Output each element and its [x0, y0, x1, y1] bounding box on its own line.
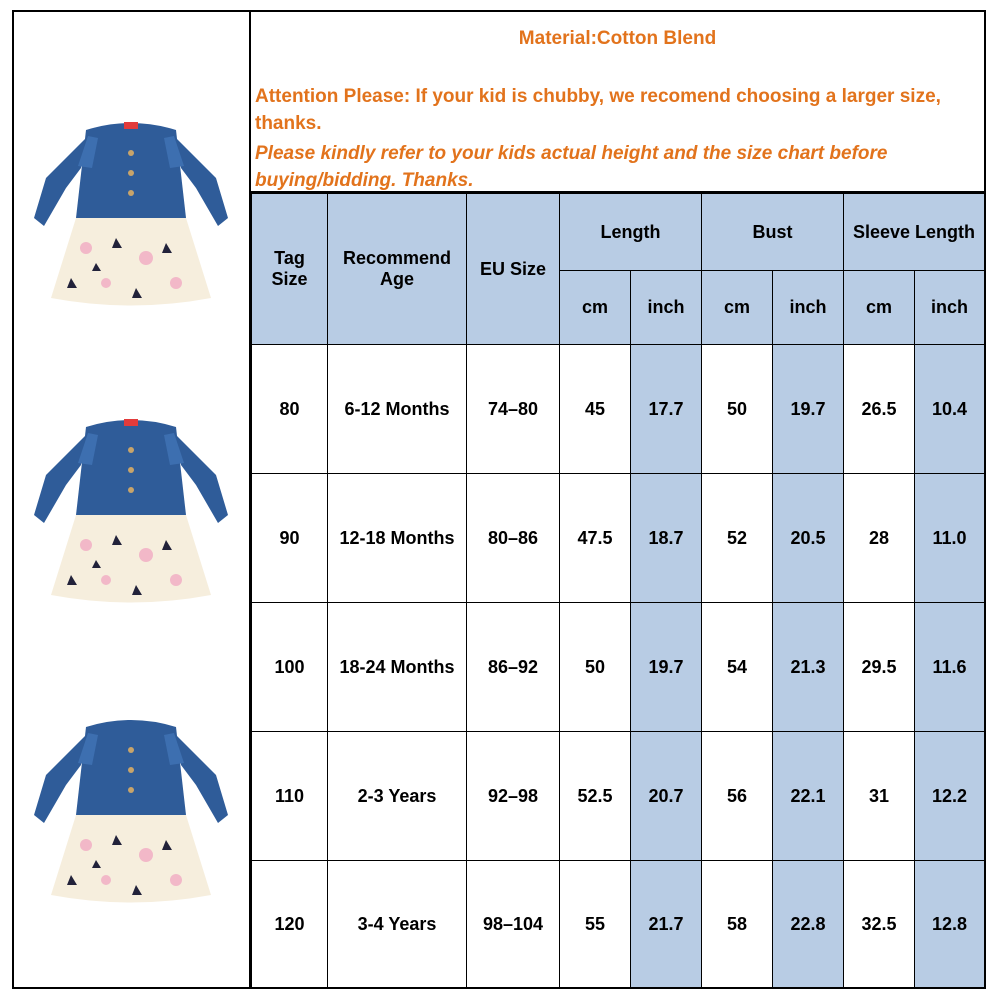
- dress-drawing-2: [34, 419, 228, 603]
- cell-length-cm: 55: [560, 861, 631, 988]
- header-tag-size: Tag Size: [252, 194, 328, 345]
- material-note: Material:Cotton Blend: [518, 28, 717, 49]
- cell-sleeve-inch: 10.4: [915, 345, 985, 474]
- cell-recommend-age: 3-4 Years: [328, 861, 467, 988]
- cell-bust-inch: 21.3: [773, 603, 844, 732]
- cell-bust-inch: 19.7: [773, 345, 844, 474]
- cell-length-inch: 20.7: [631, 732, 702, 861]
- cell-length-cm: 50: [560, 603, 631, 732]
- cell-tag-size: 90: [252, 474, 328, 603]
- cell-length-inch: 17.7: [631, 345, 702, 474]
- size-advice-note: Please kindly refer to your kids actual height and the size chart before buying/bidding. Thanks.: [255, 143, 888, 191]
- cell-eu-size: 86–92: [467, 603, 560, 732]
- table-row: [252, 732, 985, 861]
- cell-recommend-age: 12-18 Months: [328, 474, 467, 603]
- cell-bust-cm: 50: [702, 345, 773, 474]
- cell-length-inch: 18.7: [631, 474, 702, 603]
- cell-length-cm: 52.5: [560, 732, 631, 861]
- cell-sleeve-cm: 28: [844, 474, 915, 603]
- notes-panel: [251, 12, 984, 193]
- cell-sleeve-inch: 11.0: [915, 474, 985, 603]
- header-length-cm: cm: [560, 271, 631, 345]
- cell-sleeve-cm: 29.5: [844, 603, 915, 732]
- cell-tag-size: 80: [252, 345, 328, 474]
- cell-length-cm: 47.5: [560, 474, 631, 603]
- header-row-1: [252, 194, 985, 271]
- cell-bust-cm: 52: [702, 474, 773, 603]
- cell-tag-size: 120: [252, 861, 328, 988]
- cell-eu-size: 74–80: [467, 345, 560, 474]
- header-eu-size: EU Size: [467, 194, 560, 345]
- product-image-column: [12, 10, 251, 989]
- cell-tag-size: 100: [252, 603, 328, 732]
- size-chart-table: [251, 193, 985, 988]
- cell-recommend-age: 6-12 Months: [328, 345, 467, 474]
- cell-length-inch: 21.7: [631, 861, 702, 988]
- cell-eu-size: 92–98: [467, 732, 560, 861]
- header-bust-cm: cm: [702, 271, 773, 345]
- cell-bust-cm: 54: [702, 603, 773, 732]
- dress-icon: [26, 405, 236, 615]
- cell-sleeve-inch: 12.8: [915, 861, 985, 988]
- table-row: [252, 603, 985, 732]
- dress-drawing-1: [34, 122, 228, 306]
- cell-eu-size: 80–86: [467, 474, 560, 603]
- header-sleeve-length: Sleeve Length: [844, 194, 985, 271]
- cell-recommend-age: 2-3 Years: [328, 732, 467, 861]
- header-bust: Bust: [702, 194, 844, 271]
- cell-bust-inch: 20.5: [773, 474, 844, 603]
- cell-bust-cm: 58: [702, 861, 773, 988]
- cell-sleeve-cm: 32.5: [844, 861, 915, 988]
- header-bust-inch: inch: [773, 271, 844, 345]
- cell-sleeve-inch: 11.6: [915, 603, 985, 732]
- header-length: Length: [560, 194, 702, 271]
- table-row: [252, 345, 985, 474]
- header-length-inch: inch: [631, 271, 702, 345]
- attention-note: Attention Please: If your kid is chubby, we recomend choosing a larger size, thanks.: [255, 86, 941, 134]
- cell-eu-size: 98–104: [467, 861, 560, 988]
- cell-bust-inch: 22.1: [773, 732, 844, 861]
- table-row: [252, 861, 985, 988]
- cell-length-inch: 19.7: [631, 603, 702, 732]
- dress-drawing-3: [34, 720, 228, 903]
- header-sleeve-inch: inch: [915, 271, 985, 345]
- cell-sleeve-cm: 26.5: [844, 345, 915, 474]
- header-recommend-age: Recommend Age: [328, 194, 467, 345]
- cell-bust-inch: 22.8: [773, 861, 844, 988]
- cell-recommend-age: 18-24 Months: [328, 603, 467, 732]
- cell-sleeve-cm: 31: [844, 732, 915, 861]
- cell-sleeve-inch: 12.2: [915, 732, 985, 861]
- dress-icon: [26, 705, 236, 915]
- header-sleeve-cm: cm: [844, 271, 915, 345]
- dress-icon: [26, 108, 236, 318]
- cell-length-cm: 45: [560, 345, 631, 474]
- cell-tag-size: 110: [252, 732, 328, 861]
- table-row: [252, 474, 985, 603]
- cell-bust-cm: 56: [702, 732, 773, 861]
